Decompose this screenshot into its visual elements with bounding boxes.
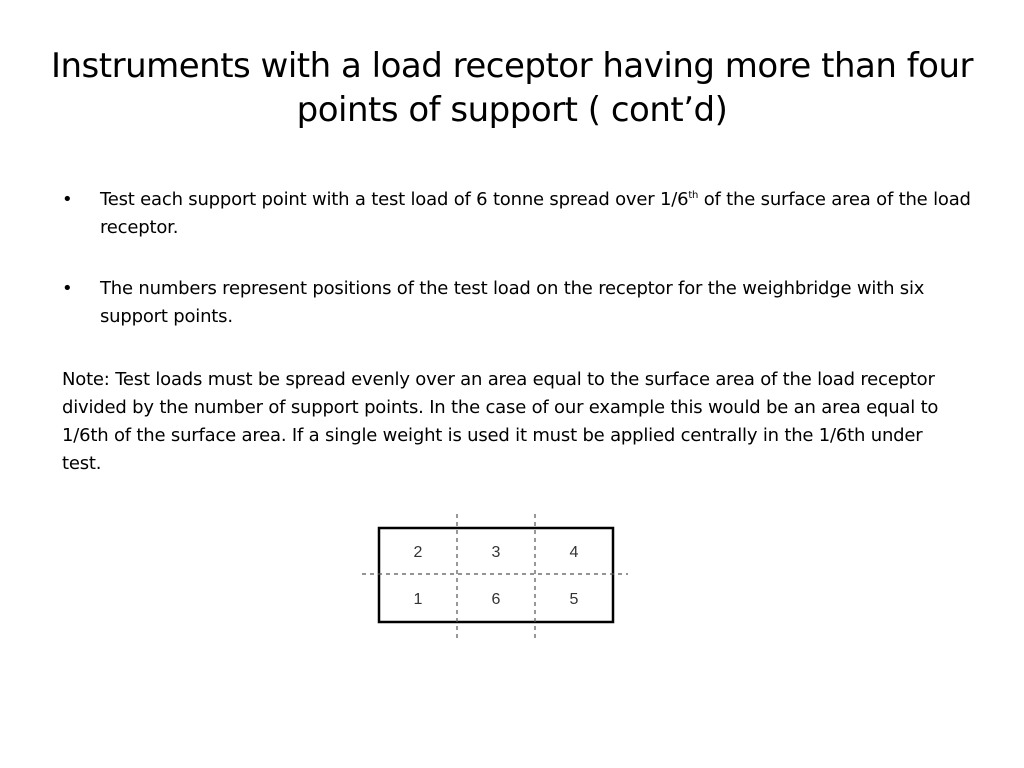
bullet-list (62, 186, 972, 364)
bullet-item (62, 186, 972, 242)
slide-title: Instruments with a load receptor having more than four points of support ( cont’d) (50, 46, 974, 130)
bullet-text-before: Test each support point with a test load of 6 tonne spread over 1/6 (100, 189, 689, 210)
position-number: 3 (491, 544, 501, 561)
bullet-item (62, 275, 972, 331)
position-number: 5 (569, 591, 579, 608)
load-receptor-svg (360, 512, 630, 642)
note-paragraph: Note: Test loads must be spread evenly over an area equal to the surface area of the load receptor divided by the number of support points. In the case of our example this would be an area equal to 1/6th of the surface area. If a single weight is used it must be applied centrally in the 1/6th under test. (62, 369, 939, 474)
bullet-text: The numbers represent positions of the test load on the receptor for the weighbridge with six support points. (100, 278, 925, 327)
bullet-text-after: of the surface area of the load receptor. (100, 189, 971, 238)
position-number: 4 (569, 544, 579, 561)
position-number: 6 (491, 591, 501, 608)
load-receptor-diagram (360, 512, 630, 642)
bullet-icon: • (62, 278, 73, 299)
bullet-icon: • (62, 189, 73, 210)
position-number: 1 (413, 591, 423, 608)
position-number: 2 (413, 544, 423, 561)
superscript: th (688, 190, 699, 201)
